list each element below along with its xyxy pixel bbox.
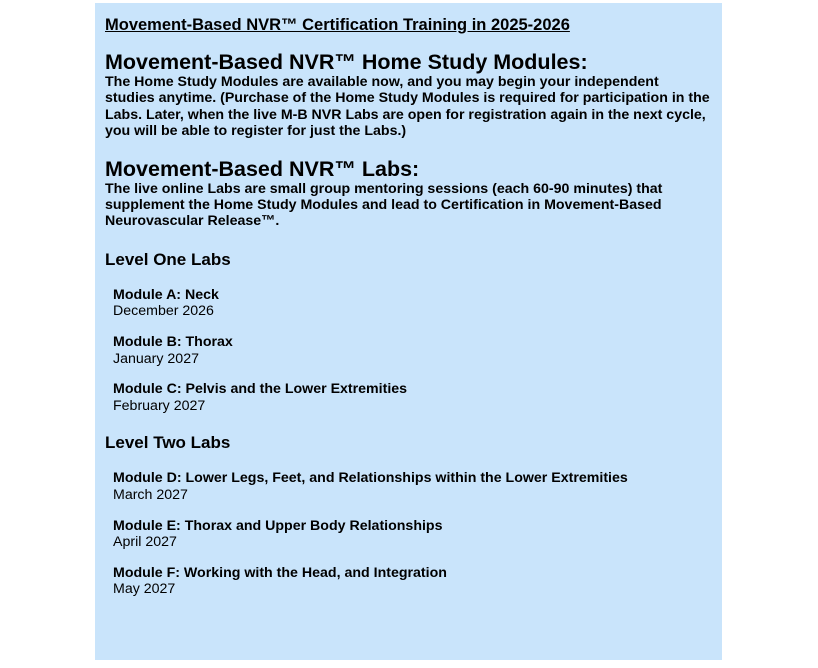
module-e — [105, 518, 712, 551]
module-c — [105, 381, 712, 414]
module-title: Module F: Working with the Head, and Integration — [113, 564, 447, 581]
page-title: Movement-Based NVR™ Certification Training in 2025-2026 — [105, 16, 570, 34]
module-date: April 2027 — [113, 534, 177, 551]
module-b — [105, 334, 712, 367]
module-date: March 2027 — [113, 487, 188, 503]
level-one-heading: Level One Labs — [105, 249, 231, 269]
module-title: Module D: Lower Legs, Feet, and Relationships within the Lower Extremities — [113, 470, 628, 487]
module-title: Module C: Pelvis and the Lower Extremities — [113, 381, 408, 398]
labs-heading: Movement-Based NVR™ Labs: — [105, 156, 420, 181]
module-date: February 2027 — [113, 397, 206, 414]
home-study-description: The Home Study Modules are available now, and you may begin your independent studies anytime. (Purchase of the Home Study Modules is required for participation in the Labs. Later, when the live M-B NVR Labs are open for registration again in the next cycle, you will be able to register for just the Labs.) — [105, 74, 710, 140]
content-panel — [95, 3, 722, 660]
module-title: Module A: Neck — [113, 286, 219, 303]
module-date: January 2027 — [113, 350, 199, 367]
module-date: December 2026 — [113, 303, 214, 320]
level-two-heading: Level Two Labs — [105, 433, 231, 453]
module-title: Module E: Thorax and Upper Body Relationships — [113, 517, 443, 534]
labs-description: The live online Labs are small group mentoring sessions (each 60-90 minutes) that supplement the Home Study Modules and lead to Certification in Movement-Based Neurovascular Release™. — [105, 180, 663, 230]
module-d — [105, 470, 712, 503]
module-date: May 2027 — [113, 581, 176, 598]
module-f — [105, 565, 712, 598]
home-study-heading: Movement-Based NVR™ Home Study Modules: — [105, 50, 588, 74]
module-title: Module B: Thorax — [113, 334, 233, 351]
module-a — [105, 287, 712, 320]
